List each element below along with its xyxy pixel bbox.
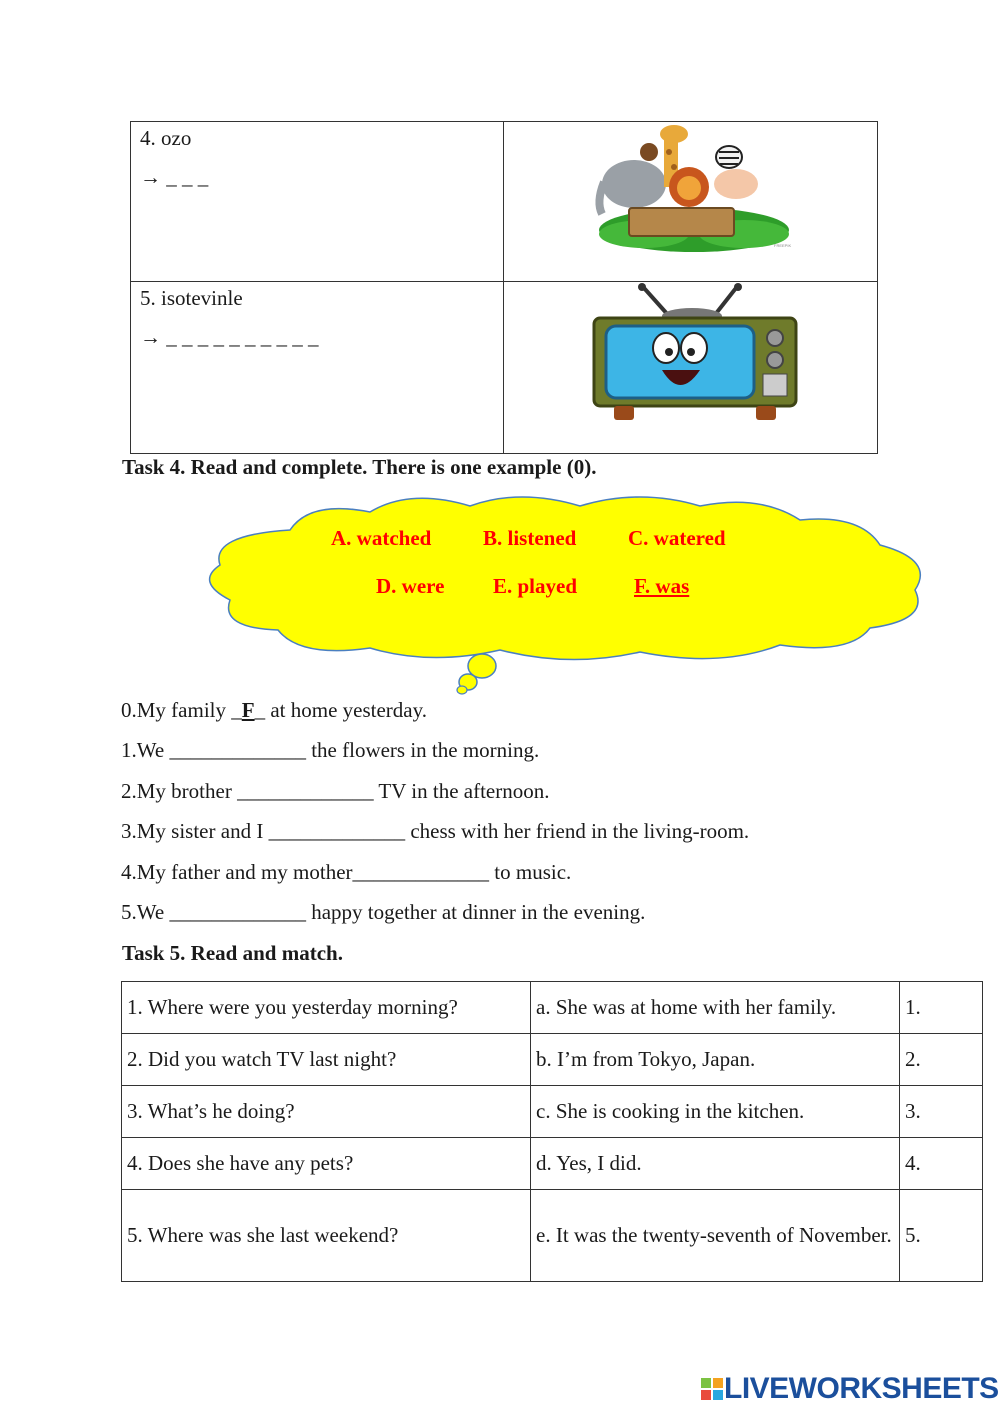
task3-image-cell [504, 122, 878, 282]
match-slot[interactable]: 3. [900, 1086, 983, 1138]
liveworksheets-logo[interactable] [700, 1372, 999, 1406]
option-c: C. watered [628, 526, 726, 550]
sentence-start: 0.My family _ [121, 698, 242, 722]
question-cell: 3. What’s he doing? [122, 1086, 531, 1138]
table-row [122, 1034, 983, 1086]
zoo-animals-picture [504, 122, 888, 280]
example-answer: F [241, 698, 255, 722]
scrambled-word: 4. ozo [140, 126, 192, 150]
sentence-end: _ at home yesterday. [254, 698, 427, 722]
sentence-3[interactable]: 3.My sister and I _____________ chess with her friend in the living-room. [121, 819, 750, 843]
question-cell: 5. Where was she last weekend? [122, 1190, 531, 1282]
answer-cell: c. She is cooking in the kitchen. [531, 1086, 900, 1138]
task3-word-cell [131, 122, 504, 282]
sentence-2[interactable]: 2.My brother _____________ TV in the afternoon. [121, 779, 550, 803]
option-a: A. watched [331, 526, 432, 550]
task3-word-cell [131, 282, 504, 454]
option-e: E. played [493, 574, 578, 598]
table-row [122, 1086, 983, 1138]
answer-cell: a. She was at home with her family. [531, 982, 900, 1034]
task3-image-cell [504, 282, 878, 454]
sentence-5[interactable]: 5.We _____________ happy together at dinner in the evening. [121, 900, 646, 924]
scrambled-word: 5. isotevinle [140, 286, 243, 310]
sentence-4[interactable]: 4.My father and my mother_____________ to music. [121, 860, 572, 884]
question-cell: 4. Does she have any pets? [122, 1138, 531, 1190]
answer-cell: d. Yes, I did. [531, 1138, 900, 1190]
answer-blank[interactable]: → _ _ _ _ _ _ _ _ _ _ [140, 325, 319, 349]
table-row [122, 1138, 983, 1190]
example-sentence [121, 698, 427, 723]
task5-heading: Task 5. Read and match. [122, 941, 343, 965]
task3-row [131, 282, 878, 454]
match-slot[interactable]: 2. [900, 1034, 983, 1086]
logo-text: LIVEWORKSHEETS [724, 1372, 999, 1405]
match-slot[interactable]: 1. [900, 982, 983, 1034]
match-slot[interactable]: 5. [900, 1190, 983, 1282]
table-row [122, 982, 983, 1034]
svg-text:FREEPIK: FREEPIK [774, 243, 792, 248]
answer-cell: b. I’m from Tokyo, Japan. [531, 1034, 900, 1086]
sentence-1[interactable]: 1.We _____________ the flowers in the morning. [121, 738, 540, 762]
task5-table [121, 981, 983, 1282]
task4-heading: Task 4. Read and complete. There is one example (0). [122, 455, 597, 479]
match-slot[interactable]: 4. [900, 1138, 983, 1190]
television-picture [504, 282, 888, 452]
question-cell: 1. Where were you yesterday morning? [122, 982, 531, 1034]
option-d: D. were [376, 574, 445, 598]
option-b: B. listened [483, 526, 577, 550]
answer-cell: e. It was the twenty-seventh of November. [531, 1190, 900, 1282]
task3-row [131, 122, 878, 282]
task3-table [130, 121, 878, 454]
table-row [122, 1190, 983, 1282]
liveworksheets-icon [700, 1377, 724, 1401]
answer-blank[interactable]: → _ _ _ [140, 165, 209, 189]
option-f: F. was [634, 574, 690, 598]
question-cell: 2. Did you watch TV last night? [122, 1034, 531, 1086]
